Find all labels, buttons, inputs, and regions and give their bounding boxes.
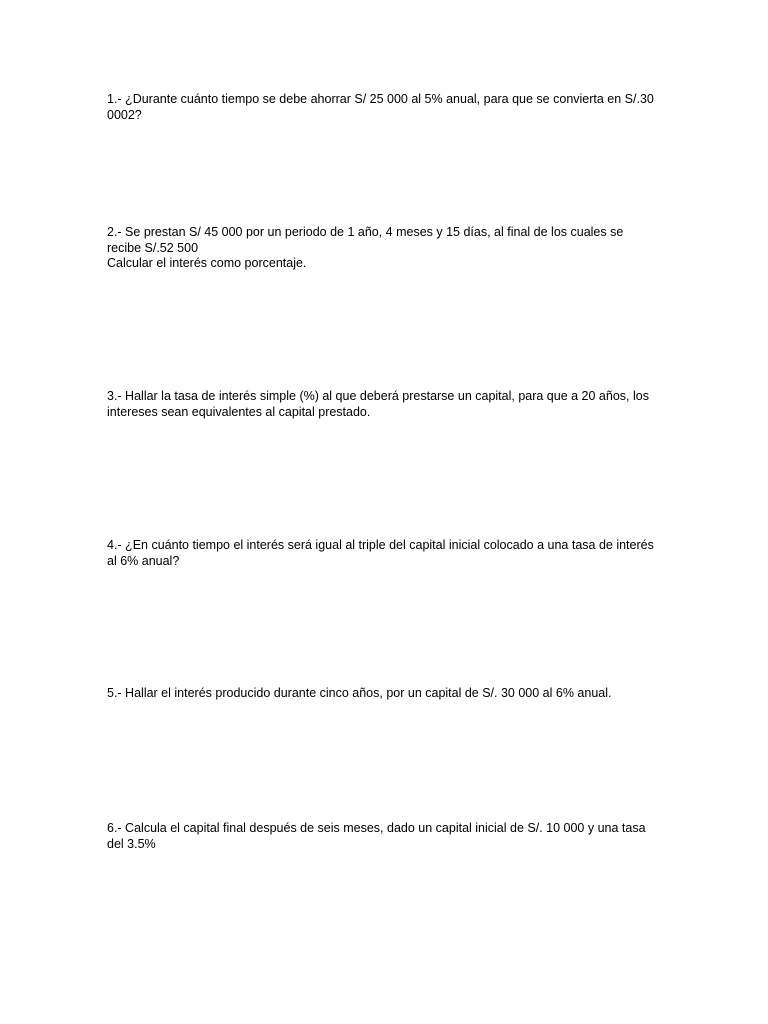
question-6-line-2: del 3.5%: [107, 836, 156, 851]
question-6-line-1: 6.- Calcula el capital final después de seis meses, dado un capital inicial de S/. 10 000 y una tasa: [107, 821, 646, 835]
question-2-line-2: recibe S/.52 500: [107, 240, 199, 255]
question-2: [107, 225, 667, 272]
question-3: [107, 389, 667, 420]
question-2-line-3: Calcular el interés como porcentaje.: [107, 256, 307, 270]
question-6: [107, 821, 667, 852]
question-2-line-1: 2.- Se prestan S/ 45 000 por un periodo de 1 año, 4 meses y 15 días, al final de los cuales se: [107, 225, 624, 239]
question-3-line-1: 3.- Hallar la tasa de interés simple (%) al que deberá prestarse un capital, para que a 20 años, los: [107, 389, 649, 403]
question-1-line-1: 1.- ¿Durante cuánto tiempo se debe ahorrar S/ 25 000 al 5% anual, para que se convierta en S/.30: [107, 92, 654, 106]
question-4: [107, 538, 667, 569]
question-5: [107, 686, 667, 702]
question-4-line-2: al 6% anual?: [107, 553, 180, 568]
question-5-line-1: 5.- Hallar el interés producido durante cinco años, por un capital de S/. 30 000 al 6% anual.: [107, 686, 612, 700]
question-4-line-1: 4.- ¿En cuánto tiempo el interés será igual al triple del capital inicial colocado a una tasa de interés: [107, 538, 654, 552]
question-1: [107, 92, 667, 123]
question-1-line-2: 0002?: [107, 107, 142, 122]
question-3-line-2: intereses sean equivalentes al capital prestado.: [107, 404, 371, 419]
